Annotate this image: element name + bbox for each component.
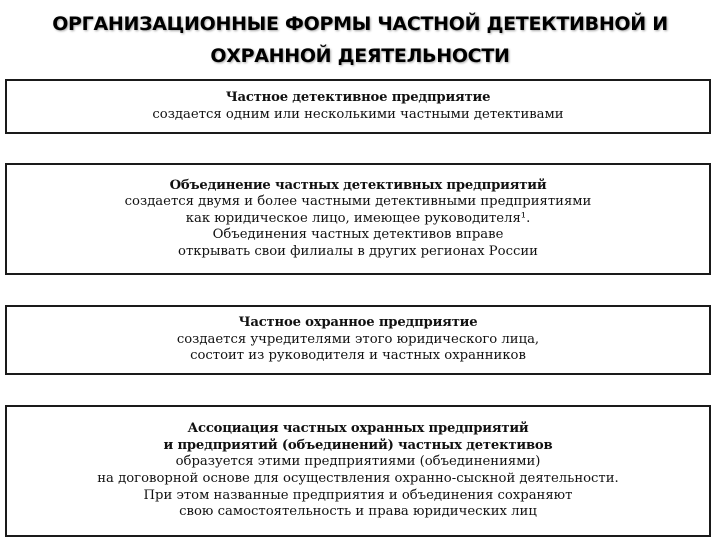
- box-text-line: свою самостоятельность и права юридических лиц: [179, 504, 537, 520]
- box-heading: Частное охранное предприятие: [238, 315, 478, 331]
- box-detective-enterprises-association: [5, 163, 711, 275]
- box-heading: Частное детективное предприятие: [225, 89, 491, 105]
- box-text-line: Объединения частных детективов вправе: [212, 227, 504, 243]
- box-private-security-enterprise: [5, 305, 711, 375]
- box-heading: Объединение частных детективных предприятий: [169, 177, 547, 193]
- box-text-line: создается одним или несколькими частными детективами: [152, 106, 564, 122]
- box-private-detective-enterprise: [5, 79, 711, 134]
- box-text-line: на договорной основе для осуществления охранно-сыскной деятельности.: [97, 471, 619, 486]
- page-title-line-1: ОРГАНИЗАЦИОННЫЕ ФОРМЫ ЧАСТНОЙ ДЕТЕКТИВНОЙ И: [52, 13, 668, 35]
- box-text-line: открывать свои филиалы в других регионах России: [178, 243, 538, 259]
- box-text-line: создается двумя и более частными детективными предприятиями: [124, 194, 592, 210]
- page-title: [0, 8, 720, 72]
- box-text-line: При этом названные предприятия и объединения сохраняют: [143, 487, 573, 503]
- box-text-line: образуется этими предприятиями (объединениями): [175, 454, 541, 470]
- page-title-line-2: ОХРАННОЙ ДЕЯТЕЛЬНОСТИ: [210, 45, 510, 67]
- box-heading-continued: и предприятий (объединений) частных детективов: [163, 437, 553, 453]
- box-text-line: как юридическое лицо, имеющее руководителя¹.: [185, 210, 531, 226]
- box-text-line: состоит из руководителя и частных охранников: [190, 348, 526, 364]
- box-text-line: создается учредителями этого юридического лица,: [176, 331, 540, 347]
- box-heading: Ассоциация частных охранных предприятий: [187, 421, 529, 437]
- box-security-enterprises-association: [5, 405, 711, 537]
